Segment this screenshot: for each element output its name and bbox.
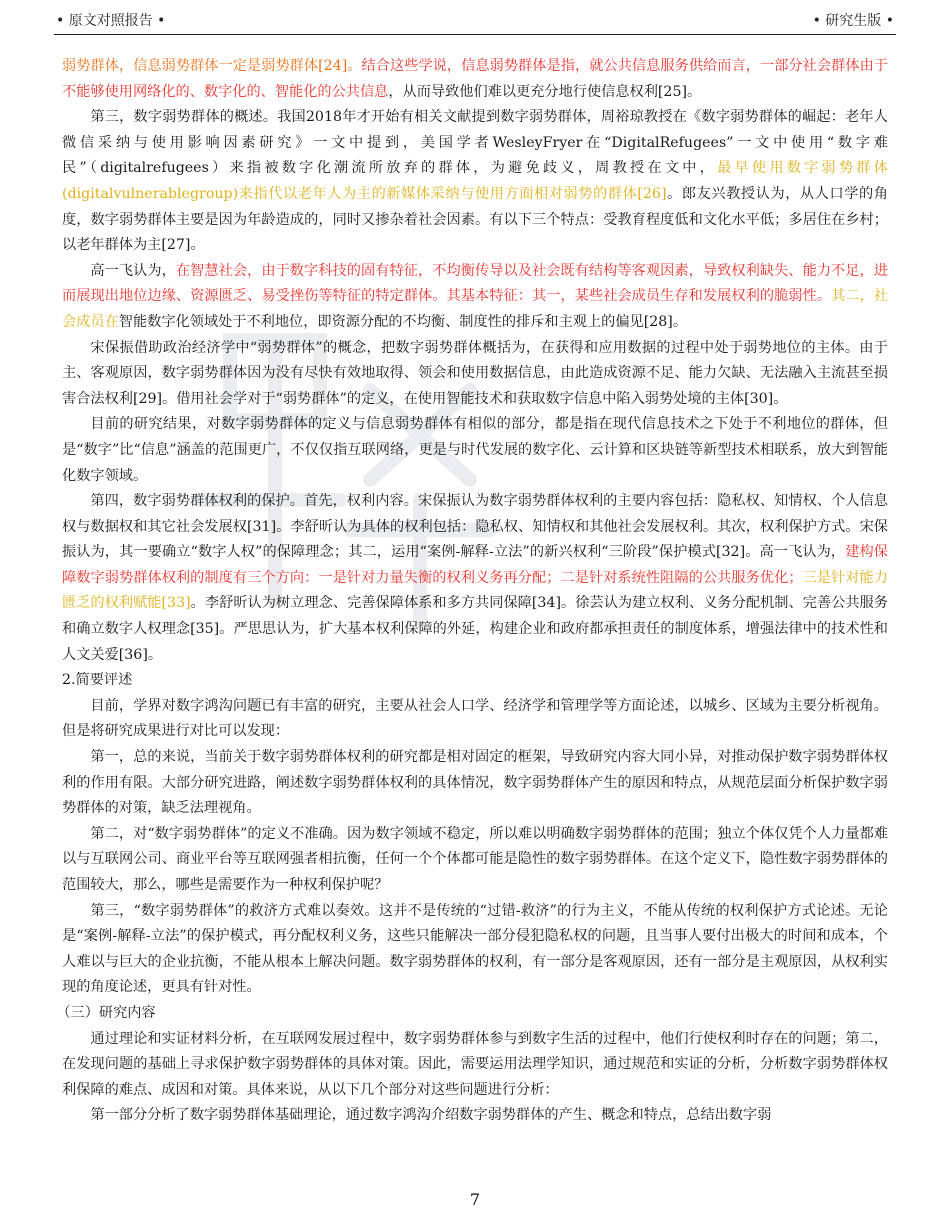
- paragraph: 第二，对“数字弱势群体”的定义不准确。因为数字领域不稳定，所以难以明确数字弱势群体的范围；独立个体仅凭个人力量都难以与互联网公司、商业平台等互联网强者相抗衡，任何一个个体都可能是隐性的数字弱势群体。在这个定义下，隐性数字弱势群体的范围较大，那么，哪些是需要作为一种权利保护呢？: [62, 825, 888, 893]
- text-span: 智能数字化领域处于不利地位，即资源分配的不均衡、制度性的排斥和主观上的偏见[28]。: [118, 313, 688, 330]
- highlight-yellow: 三是针对能力匮乏的权利赋能[33]: [62, 569, 888, 612]
- paragraph: 第三，“数字弱势群体”的救济方式难以奏效。这并不是传统的“过错-救济”的行为主义，不能从传统的权利保护方式论述。无论是“案例-解释-立法”的保护模式，再分配权利义务，这些只能解决一部分侵犯隐私权的问题，且当事人要付出极大的时间和成本，个人难以与巨大的企业抗衡，不能从根本上解决问题。数字弱势群体的权利，有一部分是客观原因，还有一部分是主观原因，从权利实现的角度论述，更具有针对性。: [62, 902, 888, 996]
- paragraph: 第一部分分析了数字弱势群体基础理论，通过数字鸿沟介绍数字弱势群体的产生、概念和特点，总结出数字弱: [90, 1107, 772, 1124]
- header-left-label: • 原文对照报告 •: [56, 13, 166, 29]
- paragraph: [62, 105, 888, 259]
- header-right-label: • 研究生版 •: [812, 13, 894, 29]
- paragraph: [62, 489, 888, 668]
- text-span: 。郎友兴教授认为，从人口学的角度，数字弱势群体主要是因为年龄造成的，同时又掺杂着社会因素。有以下三个特点：受教育程度低和文化水平低；多居住在乡村；以老年群体为主[27]。: [62, 185, 888, 254]
- highlight-yellow: 其二，社会成员在: [62, 288, 888, 330]
- section-heading: （三）研究内容: [56, 1004, 156, 1021]
- paragraph: 通过理论和实证材料分析，在互联网发展过程中，数字弱势群体参与到数字生活的过程中，他们行使权利时存在的问题；第二，在发现问题的基础上寻求保护数字弱势群体的具体对策。因此，需要运用法理学知识，通过规范和实证的分析，分析数字弱势群体权利保障的难点、成因和对策。具体来说，从以下几个部分对这些问题进行分析：: [62, 1030, 888, 1098]
- page-number: 7: [469, 1190, 481, 1209]
- paragraph: [62, 259, 888, 336]
- text-span: ，从而导致他们难以更充分地行使信息权利[25]。: [388, 83, 702, 100]
- page-header: [56, 8, 894, 32]
- paragraph: 宋保振借助政治经济学中“弱势群体”的概念，把数字弱势群体概括为，在获得和应用数据的过程中处于弱势地位的主体。由于主、客观原因，数字弱势群体因为没有尽快有效地取得、领会和使用数据信息，由此造成资源不足、能力欠缺、无法融入主流甚至损害合法权利[29]。借用社会学对于“弱势群体”的定义，在使用智能技术和获取数字信息中陷入弱势处境的主体[30]。: [62, 339, 888, 407]
- text-span: 。李舒昕认为树立理念、完善保障体系和多方共同保障[34]。徐芸认为建立权利、义务分配机制、完善公共服务和确立数字人权理念[35]。严思思认为，扩大基本权利保障的外延，构建企业和政府都承担责任的制度体系，增强法律中的技术性和人文关爱[36]。: [62, 595, 889, 663]
- paragraph: [62, 54, 888, 105]
- text-span: 高一飞认为，: [90, 262, 176, 279]
- section-heading: 2.简要评述: [62, 672, 133, 689]
- paragraph: 第一，总的来说，当前关于数字弱势群体权利的研究都是相对固定的框架，导致研究内容大同小异，对推动保护数字弱势群体权利的作用有限。大部分研究进路，阐述数字弱势群体权利的具体情况，数字弱势群体产生的原因和特点，从规范层面分析保护数字弱势群体的对策，缺乏法理视角。: [62, 749, 888, 817]
- highlight-yellow: 最早使用数字弱势群体(digitalvulnerablegroup)来指代以老年人为主的新媒体采纳与使用方面相对弱势的群体[26]: [62, 160, 888, 202]
- highlight-red: 结合这些学说，信息弱势群体是指，就公共信息服务供给而言，一部分社会群体由于不能够使用网络化的、数字化的、智能化的公共信息: [62, 58, 888, 100]
- highlight-orange: 弱势群体，信息弱势群体一定是弱势群体[24]。: [62, 58, 362, 74]
- document-body: [56, 54, 889, 1129]
- header-rule: [54, 34, 896, 35]
- text-span: 第三，数字弱势群体的概述。我国2018年才开始有相关文献提到数字弱势群体，周裕琼教授在《数字弱势群体的崛起：老年人微信采纳与使用影响因素研究》一文中提到，美国学者WesleyFryer在“DigitalRefugees”一文中使用“数字难民”（digitalrefugees）来指被数字化潮流所放弃的群体，为避免歧义，周教授在文中，: [62, 109, 888, 177]
- text-span: 第四，数字弱势群体权利的保护。首先，权利内容。宋保振认为数字弱势群体权利的主要内容包括：隐私权、知情权、个人信息权与数据权和其它社会发展权[31]。李舒昕认为具体的权利包括：隐私权、知情权和其他社会发展权利。其次，权利保护方式。宋保振认为，其一要确立“数字人权”的保障理念；其二，运用“案例-解释-立法”的新兴权利“三阶段”保护模式[32]。高一飞认为，: [62, 493, 888, 561]
- highlight-red: 在智慧社会，由于数字科技的固有特征，不均衡传导以及社会既有结构等客观因素，导致权利缺失、能力不足，进而展现出地位边缘、资源匮乏、易受挫伤等特征的特定群体。其基本特征：其一，某些社会成员生存和发展权利的脆弱性。: [62, 262, 888, 305]
- paragraph: 目前，学界对数字鸿沟问题已有丰富的研究，主要从社会人口学、经济学和管理学等方面论述，以城乡、区域为主要分析视角。但是将研究成果进行对比可以发现：: [62, 697, 888, 740]
- highlight-red: 建构保障数字弱势群体权利的制度有三个方向：一是针对力量失衡的权利义务再分配；二是针对系统性阻隔的公共服务优化；: [62, 544, 888, 586]
- paragraph: 目前的研究结果，对数字弱势群体的定义与信息弱势群体有相似的部分，都是指在现代信息技术之下处于不利地位的群体，但是“数字”比“信息”涵盖的范围更广，不仅仅指互联网络，更是与时代发展的数字化、云计算和区块链等新型技术相联系，放大到智能化数字领域。: [62, 416, 888, 484]
